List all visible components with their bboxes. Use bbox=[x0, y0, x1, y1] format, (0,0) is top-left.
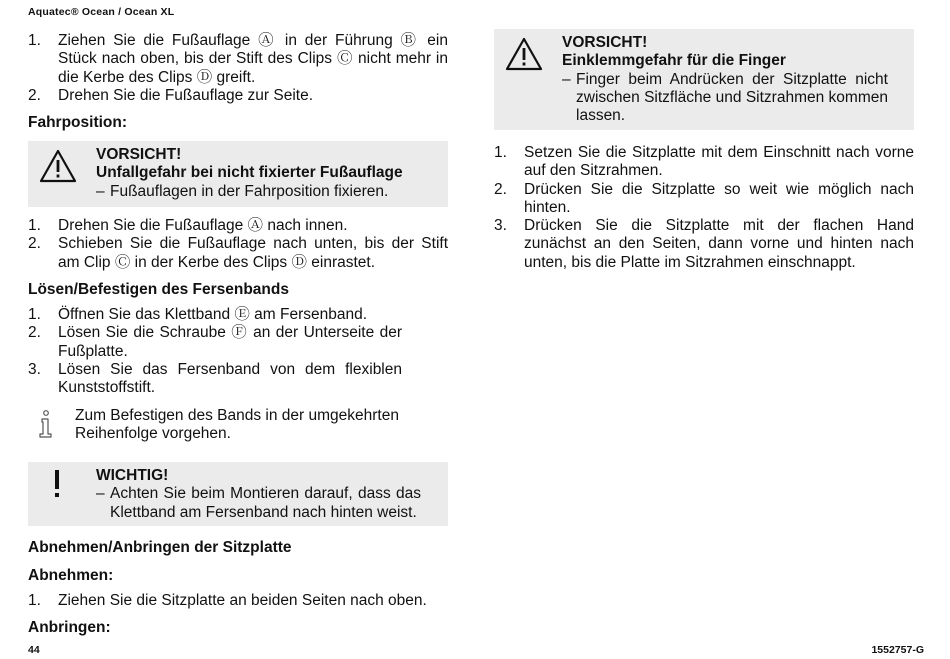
running-header: Aquatec® Ocean / Ocean XL bbox=[28, 6, 175, 18]
page-number: 44 bbox=[28, 644, 40, 656]
sitzplatte-heading: Abnehmen/Anbringen der Sitzplatte bbox=[28, 539, 292, 556]
list-item: 1. Ziehen Sie die Sitzplatte an beiden Seiten nach oben. bbox=[28, 592, 427, 609]
caution-box-fingers bbox=[494, 29, 914, 130]
abnehmen-heading: Abnehmen: bbox=[28, 567, 114, 584]
important-item: – Achten Sie beim Montieren darauf, dass das Klettband am Fersenband nach hinten weist. bbox=[96, 485, 421, 521]
step-text: Ziehen Sie die Sitzplatte an beiden Seiten nach oben. bbox=[58, 592, 427, 609]
document-id: 1552757-G bbox=[871, 644, 924, 656]
step-text: Drücken Sie die Sitzplatte mit der flachen Hand zunächst an den Seiten, dann vorne und hinten nach unten, bis die Platte im Sitzrahmen einschnappt. bbox=[524, 217, 914, 271]
list-item: 2. Schieben Sie die Fußauflage nach unten, bis der Stift am Clip Ⓒ in der Kerbe des Clips Ⓓ einrastet. bbox=[28, 235, 448, 271]
fersenband-heading: Lösen/Befestigen des Fersenbands bbox=[28, 281, 289, 298]
important-box bbox=[28, 462, 448, 526]
caution-subtitle: Einklemmgefahr für die Finger bbox=[562, 52, 786, 70]
caution-item: – Finger beim Andrücken der Sitzplatte nicht zwischen Sitzfläche und Sitzrahmen kommen lassen. bbox=[562, 70, 888, 125]
fahrposition-steps-list bbox=[28, 217, 448, 272]
abnehmen-steps-list bbox=[28, 592, 448, 610]
caution-title: VORSICHT! bbox=[562, 34, 648, 51]
anbringen-steps-list bbox=[494, 144, 914, 272]
fahrposition-heading: Fahrposition: bbox=[28, 114, 128, 131]
exclamation-icon bbox=[50, 468, 64, 505]
step-text: Drehen Sie die Fußauflage Ⓐ nach innen. bbox=[58, 217, 348, 234]
info-icon bbox=[28, 409, 58, 444]
step-text: Lösen Sie die Schraube Ⓕ an der Unterseite der Fußplatte. bbox=[58, 324, 402, 360]
warning-triangle-icon bbox=[505, 37, 543, 76]
step-text: Drücken Sie die Sitzplatte so weit wie möglich nach hinten. bbox=[524, 180, 914, 216]
list-item: 2. Lösen Sie die Schraube Ⓕ an der Unterseite der Fußplatte. bbox=[28, 324, 402, 360]
step-text: Schieben Sie die Fußauflage nach unten, bis der Stift am Clip Ⓒ in der Kerbe des Clips Ⓓ einrastet. bbox=[58, 235, 448, 271]
info-note-text: Zum Befestigen des Bands in der umgekehrten Reihenfolge vorgehen. bbox=[75, 407, 399, 443]
list-item: 1. Setzen Sie die Sitzplatte mit dem Einschnitt nach vorne auf den Sitzrahmen. bbox=[494, 144, 914, 180]
list-item: 3. Lösen Sie das Fersenband von dem flexiblen Kunststoffstift. bbox=[28, 360, 402, 397]
step-text: Lösen Sie das Fersenband von dem flexiblen Kunststoffstift. bbox=[58, 360, 402, 397]
step-text: Drehen Sie die Fußauflage zur Seite. bbox=[58, 86, 314, 104]
caution-box-accident bbox=[28, 141, 448, 207]
list-item: 3. Drücken Sie die Sitzplatte mit der flachen Hand zunächst an den Seiten, dann vorne und hinten nach unten, bis die Platte im Sitzrahmen einschnappt. bbox=[494, 217, 914, 271]
list-item: 2. Drücken Sie die Sitzplatte so weit wie möglich nach hinten. bbox=[494, 180, 914, 216]
caution-item: – Fußauflagen in der Fahrposition fixieren. bbox=[96, 182, 389, 200]
list-item: 1. Öffnen Sie das Klettband Ⓔ am Fersenband. bbox=[28, 306, 368, 323]
list-item: 1. Ziehen Sie die Fußauflage Ⓐ in der Führung Ⓑ ein Stück nach oben, bis der Stift des Clips Ⓒ nicht mehr in die Kerbe des Clips Ⓓ greift. bbox=[28, 32, 448, 86]
step-text: Öffnen Sie das Klettband Ⓔ am Fersenband. bbox=[58, 306, 368, 323]
caution-subtitle: Unfallgefahr bei nicht fixierter Fußauflage bbox=[96, 164, 403, 182]
step-text: Ziehen Sie die Fußauflage Ⓐ in der Führung Ⓑ ein Stück nach oben, bis der Stift des Clips Ⓒ nicht mehr in die Kerbe des Clips Ⓓ greift. bbox=[58, 32, 448, 86]
list-item: 2. Drehen Sie die Fußauflage zur Seite. bbox=[28, 86, 314, 104]
anbringen-heading: Anbringen: bbox=[28, 619, 111, 636]
step-text: Setzen Sie die Sitzplatte mit dem Einschnitt nach vorne auf den Sitzrahmen. bbox=[524, 144, 914, 180]
list-item: 1. Drehen Sie die Fußauflage Ⓐ nach innen. bbox=[28, 217, 348, 234]
caution-title: VORSICHT! bbox=[96, 146, 182, 163]
info-note bbox=[28, 407, 428, 447]
important-title: WICHTIG! bbox=[96, 467, 169, 484]
intro-steps-list bbox=[28, 32, 448, 105]
fersenband-steps-list bbox=[28, 306, 402, 397]
warning-triangle-icon bbox=[39, 149, 77, 188]
